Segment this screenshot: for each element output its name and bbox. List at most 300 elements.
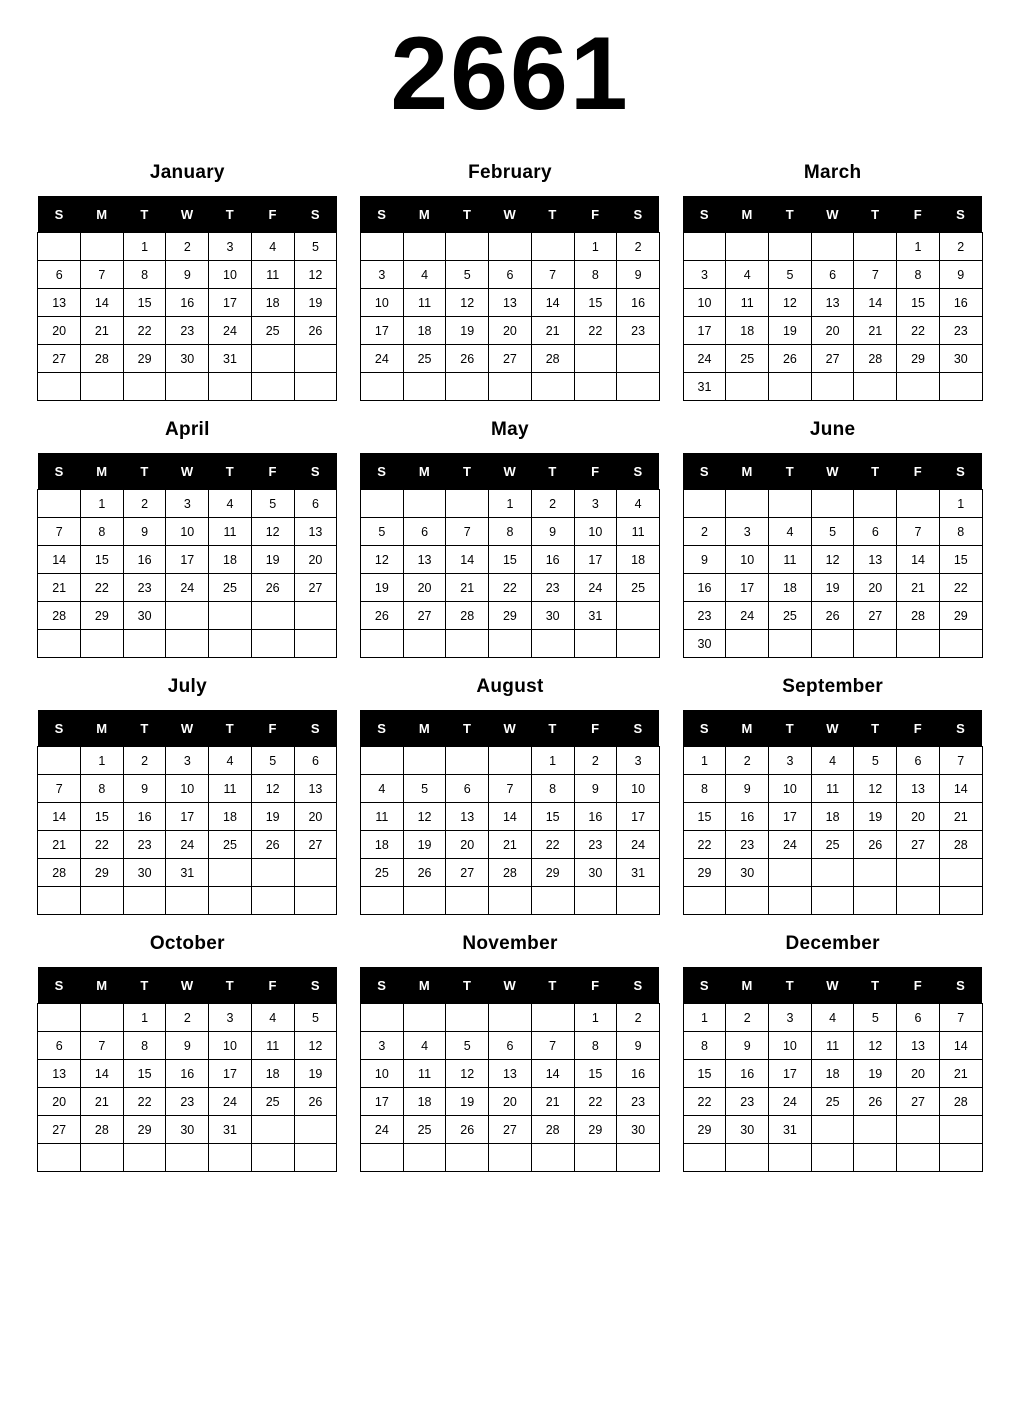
week-row [360,518,659,546]
day-cell: 11 [209,775,252,803]
empty-day-cell [360,490,403,518]
day-cell: 27 [403,602,446,630]
day-cell: 5 [294,233,337,261]
empty-day-cell [617,373,660,401]
day-cell: 25 [769,602,812,630]
empty-day-cell [617,630,660,658]
day-cell: 9 [726,1032,769,1060]
day-cell: 8 [531,775,574,803]
empty-day-cell [726,233,769,261]
week-row [38,233,337,261]
day-cell: 6 [446,775,489,803]
empty-day-cell [38,373,81,401]
day-cell: 2 [531,490,574,518]
empty-day-cell [489,630,532,658]
day-cell: 13 [489,1060,532,1088]
empty-day-cell [726,1144,769,1172]
weekday-header-cell: M [726,967,769,1004]
day-cell: 13 [294,775,337,803]
day-cell: 9 [726,775,769,803]
empty-day-cell [811,887,854,915]
day-cell: 11 [769,546,812,574]
day-cell: 30 [683,630,726,658]
empty-day-cell [403,233,446,261]
weekday-header-cell: F [574,453,617,490]
day-cell: 28 [38,602,81,630]
day-cell: 9 [683,546,726,574]
month-name: June [809,419,856,440]
week-row [360,1004,659,1032]
day-cell: 20 [489,317,532,345]
day-cell: 21 [897,574,940,602]
week-row [683,859,982,887]
day-cell: 15 [574,289,617,317]
day-cell: 2 [617,1004,660,1032]
month-name: December [785,933,880,954]
day-cell: 24 [360,1116,403,1144]
day-cell: 5 [360,518,403,546]
weekday-header-cell: W [489,967,532,1004]
weekday-header-cell: F [897,967,940,1004]
empty-day-cell [81,630,124,658]
weekday-header-cell: W [811,967,854,1004]
day-cell: 28 [446,602,489,630]
day-cell: 7 [489,775,532,803]
day-cell: 22 [123,317,166,345]
day-cell: 3 [683,261,726,289]
months-grid [0,144,1020,1172]
empty-day-cell [38,630,81,658]
day-cell: 29 [81,602,124,630]
day-cell: 19 [294,1060,337,1088]
weekday-header-cell: F [574,196,617,233]
day-cell: 2 [166,1004,209,1032]
day-cell: 4 [403,261,446,289]
weekday-header-cell: S [617,967,660,1004]
day-cell: 21 [489,831,532,859]
day-cell: 5 [811,518,854,546]
day-cell: 8 [683,775,726,803]
empty-day-cell [854,490,897,518]
day-cell: 23 [683,602,726,630]
week-row [360,1116,659,1144]
day-cell: 7 [897,518,940,546]
day-cell: 18 [251,1060,294,1088]
weekday-header-cell: T [854,453,897,490]
week-row [38,373,337,401]
empty-day-cell [897,630,940,658]
day-cell: 1 [574,1004,617,1032]
weekday-header-cell: F [897,453,940,490]
month-block [359,144,662,401]
empty-day-cell [403,630,446,658]
day-cell: 18 [209,803,252,831]
empty-day-cell [446,630,489,658]
empty-day-cell [726,630,769,658]
day-cell: 7 [854,261,897,289]
day-cell: 23 [617,317,660,345]
day-cell: 4 [360,775,403,803]
month-name: August [476,676,544,697]
month-table [37,453,337,658]
day-cell: 24 [617,831,660,859]
empty-day-cell [38,490,81,518]
day-cell: 26 [769,345,812,373]
weekday-header-cell: T [209,967,252,1004]
empty-day-cell [209,602,252,630]
empty-day-cell [251,345,294,373]
weekday-header-cell: S [294,710,337,747]
empty-day-cell [531,1144,574,1172]
week-row [38,630,337,658]
weekday-header-cell: T [769,967,812,1004]
day-cell: 27 [854,602,897,630]
empty-day-cell [81,233,124,261]
day-cell: 4 [769,518,812,546]
week-row [360,233,659,261]
week-row [38,831,337,859]
day-cell: 2 [166,233,209,261]
weekday-header-row [360,196,659,233]
day-cell: 14 [897,546,940,574]
day-cell: 9 [939,261,982,289]
month-block [681,915,984,1172]
weekday-header-cell: S [38,710,81,747]
day-cell: 13 [294,518,337,546]
week-row [683,1116,982,1144]
day-cell: 30 [123,602,166,630]
month-table [37,967,337,1172]
day-cell: 25 [251,317,294,345]
day-cell: 15 [81,546,124,574]
empty-day-cell [939,1116,982,1144]
day-cell: 20 [811,317,854,345]
day-cell: 8 [81,775,124,803]
month-table [360,967,660,1172]
day-cell: 10 [166,518,209,546]
week-row [360,574,659,602]
month-name: November [462,933,558,954]
day-cell: 21 [81,317,124,345]
day-cell: 10 [574,518,617,546]
day-cell: 15 [897,289,940,317]
weekday-header-cell: F [574,710,617,747]
day-cell: 13 [897,1032,940,1060]
day-cell: 30 [166,1116,209,1144]
empty-day-cell [209,859,252,887]
week-row [683,373,982,401]
month-block [681,401,984,658]
empty-day-cell [811,630,854,658]
day-cell: 20 [294,546,337,574]
empty-day-cell [489,887,532,915]
day-cell: 1 [81,490,124,518]
month-table [683,710,983,915]
day-cell: 30 [123,859,166,887]
empty-day-cell [811,1116,854,1144]
day-cell: 28 [854,345,897,373]
empty-day-cell [726,490,769,518]
day-cell: 11 [811,1032,854,1060]
weekday-header-cell: S [360,196,403,233]
week-row [683,1032,982,1060]
week-row [38,546,337,574]
day-cell: 12 [854,775,897,803]
month-table [360,453,660,658]
week-row [360,602,659,630]
month-block [36,658,339,915]
weekday-header-cell: F [251,453,294,490]
day-cell: 6 [489,1032,532,1060]
weekday-header-cell: W [489,453,532,490]
week-row [360,261,659,289]
day-cell: 10 [769,1032,812,1060]
day-cell: 29 [683,859,726,887]
day-cell: 18 [811,803,854,831]
day-cell: 5 [854,1004,897,1032]
day-cell: 11 [617,518,660,546]
week-row [38,1032,337,1060]
day-cell: 19 [251,546,294,574]
day-cell: 15 [123,1060,166,1088]
day-cell: 18 [251,289,294,317]
day-cell: 28 [939,831,982,859]
empty-day-cell [574,887,617,915]
empty-day-cell [854,373,897,401]
day-cell: 24 [360,345,403,373]
weekday-header-cell: T [446,967,489,1004]
day-cell: 3 [769,747,812,775]
day-cell: 29 [81,859,124,887]
day-cell: 5 [251,747,294,775]
empty-day-cell [939,373,982,401]
weekday-header-cell: M [726,710,769,747]
day-cell: 21 [38,831,81,859]
day-cell: 30 [726,859,769,887]
empty-day-cell [251,859,294,887]
weekday-header-cell: F [251,710,294,747]
day-cell: 23 [726,1088,769,1116]
weekday-header-cell: W [811,710,854,747]
week-row [683,233,982,261]
weekday-header-cell: S [683,710,726,747]
day-cell: 7 [81,1032,124,1060]
day-cell: 14 [489,803,532,831]
month-name: September [782,676,884,697]
weekday-header-row [360,967,659,1004]
day-cell: 15 [683,803,726,831]
day-cell: 26 [403,859,446,887]
day-cell: 15 [574,1060,617,1088]
weekday-header-cell: F [897,196,940,233]
month-name: April [164,419,210,440]
day-cell: 2 [123,747,166,775]
day-cell: 5 [403,775,446,803]
week-row [38,803,337,831]
weekday-header-cell: T [123,196,166,233]
week-row [360,747,659,775]
day-cell: 25 [726,345,769,373]
empty-day-cell [939,1144,982,1172]
day-cell: 8 [574,261,617,289]
month-name: February [468,162,552,183]
empty-day-cell [403,747,446,775]
day-cell: 3 [166,747,209,775]
day-cell: 20 [403,574,446,602]
empty-day-cell [123,373,166,401]
weekday-header-row [360,453,659,490]
day-cell: 24 [769,831,812,859]
day-cell: 7 [81,261,124,289]
weekday-header-cell: S [939,967,982,1004]
day-cell: 16 [531,546,574,574]
day-cell: 16 [574,803,617,831]
empty-day-cell [446,1004,489,1032]
weekday-header-cell: F [897,710,940,747]
empty-day-cell [897,1144,940,1172]
day-cell: 10 [166,775,209,803]
day-cell: 13 [811,289,854,317]
day-cell: 11 [251,1032,294,1060]
week-row [38,317,337,345]
week-row [360,1032,659,1060]
weekday-header-cell: S [38,967,81,1004]
day-cell: 8 [123,1032,166,1060]
week-row [360,490,659,518]
week-row [683,1060,982,1088]
empty-day-cell [251,373,294,401]
day-cell: 14 [81,289,124,317]
day-cell: 6 [38,261,81,289]
day-cell: 27 [897,1088,940,1116]
day-cell: 27 [489,345,532,373]
day-cell: 12 [251,775,294,803]
day-cell: 19 [403,831,446,859]
week-row [360,546,659,574]
week-row [38,1004,337,1032]
day-cell: 17 [209,1060,252,1088]
day-cell: 1 [531,747,574,775]
empty-day-cell [403,1144,446,1172]
day-cell: 25 [811,831,854,859]
week-row [683,1144,982,1172]
week-row [683,490,982,518]
empty-day-cell [811,859,854,887]
day-cell: 31 [209,345,252,373]
empty-day-cell [617,602,660,630]
month-table [37,710,337,915]
weekday-header-cell: W [489,710,532,747]
day-cell: 1 [897,233,940,261]
empty-day-cell [38,233,81,261]
day-cell: 23 [939,317,982,345]
day-cell: 17 [209,289,252,317]
day-cell: 14 [38,546,81,574]
day-cell: 31 [209,1116,252,1144]
day-cell: 13 [446,803,489,831]
empty-day-cell [360,747,403,775]
empty-day-cell [166,630,209,658]
day-cell: 28 [81,1116,124,1144]
day-cell: 8 [574,1032,617,1060]
day-cell: 2 [683,518,726,546]
week-row [38,1144,337,1172]
empty-day-cell [897,887,940,915]
weekday-header-cell: M [726,453,769,490]
day-cell: 29 [531,859,574,887]
day-cell: 6 [811,261,854,289]
weekday-header-row [683,453,982,490]
empty-day-cell [854,859,897,887]
day-cell: 25 [617,574,660,602]
day-cell: 21 [939,1060,982,1088]
empty-day-cell [38,1004,81,1032]
empty-day-cell [489,373,532,401]
day-cell: 27 [489,1116,532,1144]
empty-day-cell [38,887,81,915]
empty-day-cell [38,1144,81,1172]
day-cell: 24 [574,574,617,602]
weekday-header-row [683,710,982,747]
day-cell: 6 [38,1032,81,1060]
day-cell: 11 [360,803,403,831]
empty-day-cell [38,747,81,775]
week-row [38,289,337,317]
week-row [360,831,659,859]
day-cell: 6 [294,747,337,775]
week-row [683,630,982,658]
day-cell: 20 [854,574,897,602]
empty-day-cell [360,630,403,658]
week-row [38,574,337,602]
day-cell: 18 [769,574,812,602]
empty-day-cell [769,373,812,401]
weekday-header-cell: M [81,967,124,1004]
month-table [683,196,983,401]
day-cell: 14 [854,289,897,317]
week-row [360,1060,659,1088]
day-cell: 12 [403,803,446,831]
day-cell: 23 [123,574,166,602]
empty-day-cell [531,887,574,915]
day-cell: 26 [446,1116,489,1144]
empty-day-cell [446,1144,489,1172]
empty-day-cell [294,345,337,373]
empty-day-cell [939,887,982,915]
day-cell: 16 [617,289,660,317]
week-row [683,1088,982,1116]
day-cell: 18 [617,546,660,574]
day-cell: 28 [939,1088,982,1116]
day-cell: 3 [726,518,769,546]
day-cell: 26 [854,831,897,859]
day-cell: 30 [726,1116,769,1144]
month-table [360,710,660,915]
day-cell: 17 [769,803,812,831]
day-cell: 17 [166,546,209,574]
weekday-header-cell: T [769,196,812,233]
day-cell: 12 [769,289,812,317]
day-cell: 13 [897,775,940,803]
day-cell: 4 [617,490,660,518]
empty-day-cell [531,1004,574,1032]
empty-day-cell [811,373,854,401]
day-cell: 10 [617,775,660,803]
day-cell: 11 [403,1060,446,1088]
weekday-header-cell: T [209,710,252,747]
day-cell: 3 [360,261,403,289]
day-cell: 24 [209,317,252,345]
